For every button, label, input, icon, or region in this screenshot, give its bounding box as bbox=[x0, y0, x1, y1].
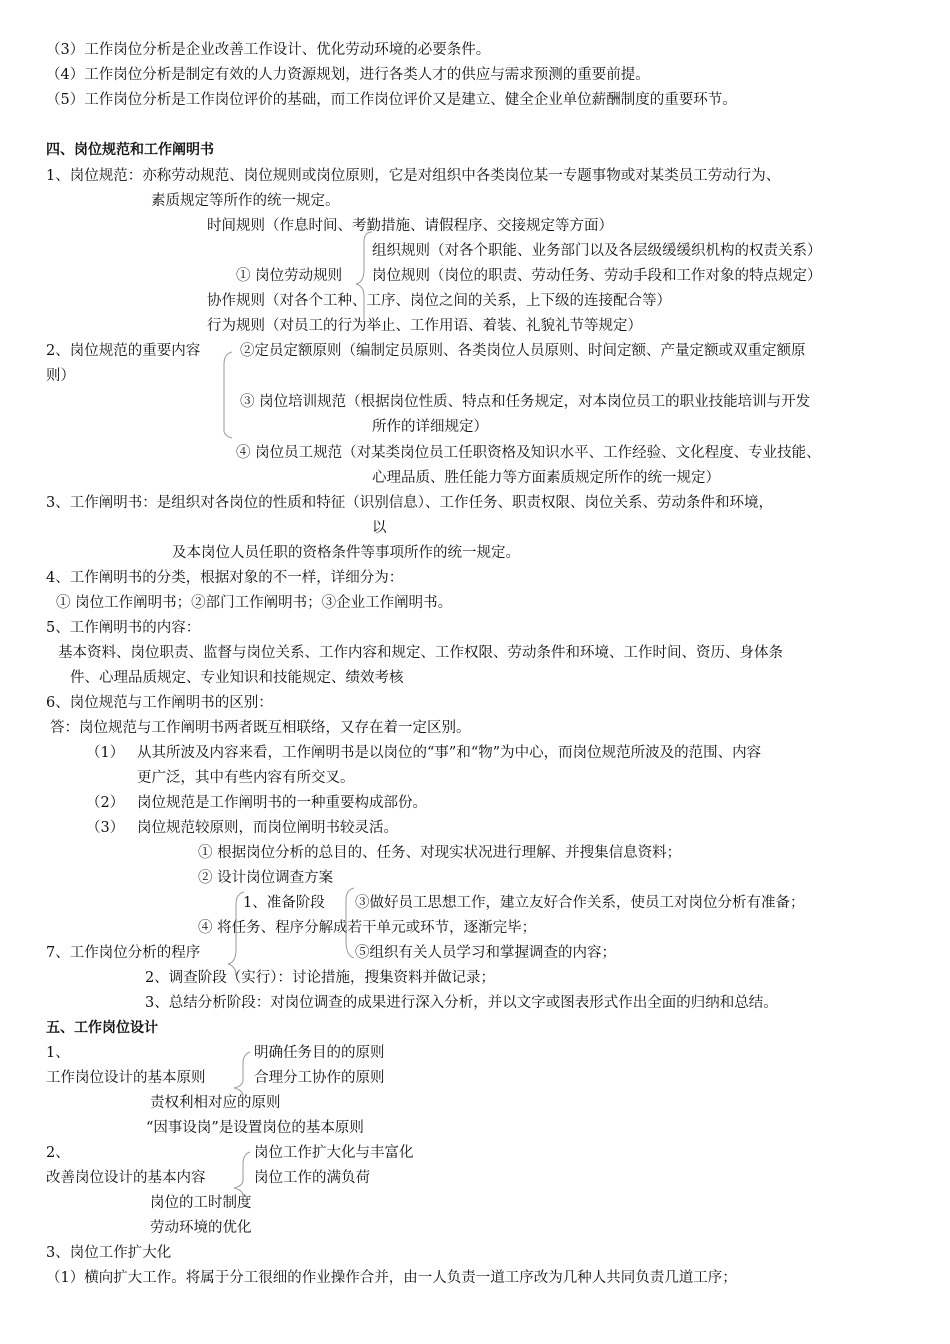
text-line: 7、工作岗位分析的程序 bbox=[46, 945, 201, 961]
text-line: 岗位工作扩大化与丰富化 bbox=[254, 1145, 414, 1161]
text-line: ① 根据岗位分析的总目的、任务、对现实状况进行理解、并搜集信息资料； bbox=[198, 845, 682, 861]
text-line: 3、岗位工作扩大化 bbox=[46, 1245, 172, 1261]
text-line: 及本岗位人员任职的资格条件等事项所作的统一规定。 bbox=[172, 545, 520, 561]
text-line: 时间规则（作息时间、考勤措施、请假程序、交接规定等方面） bbox=[207, 218, 613, 234]
text-line: ③做好员工思想工作，建立友好合作关系，使员工对岗位分析有准备； bbox=[355, 895, 805, 911]
brace-prep-stage bbox=[346, 888, 354, 958]
text-line: ① 岗位劳动规则 bbox=[236, 268, 343, 284]
text-line: （2） bbox=[86, 795, 125, 811]
section-heading: 五、工作岗位设计 bbox=[46, 1020, 158, 1036]
text-line: 3、总结分析阶段：对岗位调查的成果进行深入分析，并以文字或图表形式作出全面的归纳和总结。 bbox=[145, 995, 778, 1011]
text-line: 岗位规范较原则，而岗位阐明书较灵活。 bbox=[137, 820, 398, 836]
text-line: （1）横向扩大工作。将属于分工很细的作业操作合并，由一人负责一道工序改为几种人共同负责几道工序； bbox=[46, 1270, 737, 1286]
text-line: 2、调查阶段（实行）：讨论措施，搜集资料并做记录； bbox=[145, 970, 495, 986]
text-line: 协作规则（对各个工种、工序、岗位之间的关系，上下级的连接配合等） bbox=[207, 293, 671, 309]
brace-design-principles bbox=[234, 1052, 250, 1096]
text-line: 5、工作阐明书的内容： bbox=[46, 620, 201, 636]
text-line: 岗位工作的满负荷 bbox=[254, 1170, 370, 1186]
text-line: ② 设计岗位调查方案 bbox=[198, 870, 334, 886]
text-line: 岗位规范是工作阐明书的一种重要构成部份。 bbox=[137, 795, 427, 811]
text-line: 更广泛，其中有些内容有所交叉。 bbox=[137, 770, 355, 786]
text-line: 6、岗位规范与工作阐明书的区别： bbox=[46, 695, 273, 711]
brace-labor-rules bbox=[356, 232, 372, 320]
text-line: 合理分工协作的原则 bbox=[254, 1070, 385, 1086]
section-heading: 四、岗位规范和工作阐明书 bbox=[46, 142, 214, 158]
text-line: 以 bbox=[372, 520, 387, 536]
text-line: （4）工作岗位分析是制定有效的人力资源规划，进行各类人才的供应与需求预测的重要前提。 bbox=[46, 67, 650, 83]
text-line: 件、心理品质规定、专业知识和技能规定、绩效考核 bbox=[70, 670, 404, 686]
text-line: 2、 bbox=[46, 1145, 70, 1161]
text-line: （5）工作岗位分析是工作岗位评价的基础，而工作岗位评价又是建立、健全企业单位薪酬制度的重要环节。 bbox=[46, 92, 737, 108]
text-line: （3）工作岗位分析是企业改善工作设计、优化劳动环境的必要条件。 bbox=[46, 42, 491, 58]
text-line: 素质规定等所作的统一规定。 bbox=[151, 193, 340, 209]
text-line: 4、工作阐明书的分类，根据对象的不一样，详细分为： bbox=[46, 570, 404, 586]
text-line: （3） bbox=[86, 820, 125, 836]
text-line: 劳动环境的优化 bbox=[150, 1220, 252, 1236]
text-line: 岗位的工时制度 bbox=[150, 1195, 252, 1211]
text-line: ④ 岗位员工规范（对某类岗位员工任职资格及知识水平、工作经验、文化程度、专业技能、 bbox=[236, 445, 821, 461]
text-line: 责权利相对应的原则 bbox=[150, 1095, 281, 1111]
text-line: 明确任务目的的原则 bbox=[254, 1045, 385, 1061]
text-line: 答：岗位规范与工作阐明书两者既互相联络，又存在着一定区别。 bbox=[50, 720, 471, 736]
brace-improve-design bbox=[234, 1152, 250, 1196]
text-line: 行为规则（对员工的行为举止、工作用语、着装、礼貌礼节等规定） bbox=[207, 318, 642, 334]
text-line: “因事设岗”是设置岗位的基本原则 bbox=[146, 1120, 364, 1136]
text-line: ②定员定额原则（编制定员原则、各类岗位人员原则、时间定额、产量定额或双重定额原 bbox=[240, 343, 806, 359]
text-line: 所作的详细规定） bbox=[372, 419, 488, 435]
brace-analysis-steps bbox=[228, 892, 244, 976]
text-line: ④ 将任务、程序分解成若干单元或环节，逐渐完毕； bbox=[198, 920, 537, 936]
text-line: ③ 岗位培训规范（根据岗位性质、特点和任务规定，对本岗位员工的职业技能培训与开发 bbox=[240, 394, 811, 410]
text-line: 1、准备阶段 bbox=[243, 895, 325, 911]
text-line: 工作岗位设计的基本原则 bbox=[46, 1070, 206, 1086]
text-line: 从其所波及内容来看，工作阐明书是以岗位的“事”和“物”为中心，而岗位规范所波及的范围、内容 bbox=[137, 745, 762, 761]
text-line: 组织规则（对各个职能、业务部门以及各层级缓缓织机构的权责关系） bbox=[372, 243, 822, 259]
text-line: 则） bbox=[46, 368, 75, 384]
text-line: ⑤组织有关人员学习和掌握调查的内容； bbox=[355, 945, 616, 961]
text-line: 改善岗位设计的基本内容 bbox=[46, 1170, 206, 1186]
text-line: 1、 bbox=[46, 1045, 70, 1061]
text-line: ① 岗位工作阐明书；②部门工作阐明书；③企业工作阐明书。 bbox=[56, 595, 453, 611]
text-line: 3、工作阐明书：是组织对各岗位的性质和特征（识别信息）、工作任务、职责权限、岗位关系、劳动条件和环境， bbox=[46, 495, 773, 511]
text-line: 心理品质、胜任能力等方面素质规定所作的统一规定） bbox=[372, 470, 720, 486]
text-line: （1） bbox=[86, 745, 125, 761]
brace-main-content bbox=[224, 352, 232, 438]
text-line: 岗位规则（岗位的职责、劳动任务、劳动手段和工作对象的特点规定） bbox=[372, 268, 822, 284]
text-line: 2、岗位规范的重要内容 bbox=[46, 343, 201, 359]
text-line: 1、岗位规范：亦称劳动规范、岗位规则或岗位原则，它是对组织中各类岗位某一专题事物或对某类员工劳动行为、 bbox=[46, 168, 781, 184]
text-line: 基本资料、岗位职责、监督与岗位关系、工作内容和规定、工作权限、劳动条件和环境、工作时间、资历、身体条 bbox=[58, 645, 783, 661]
